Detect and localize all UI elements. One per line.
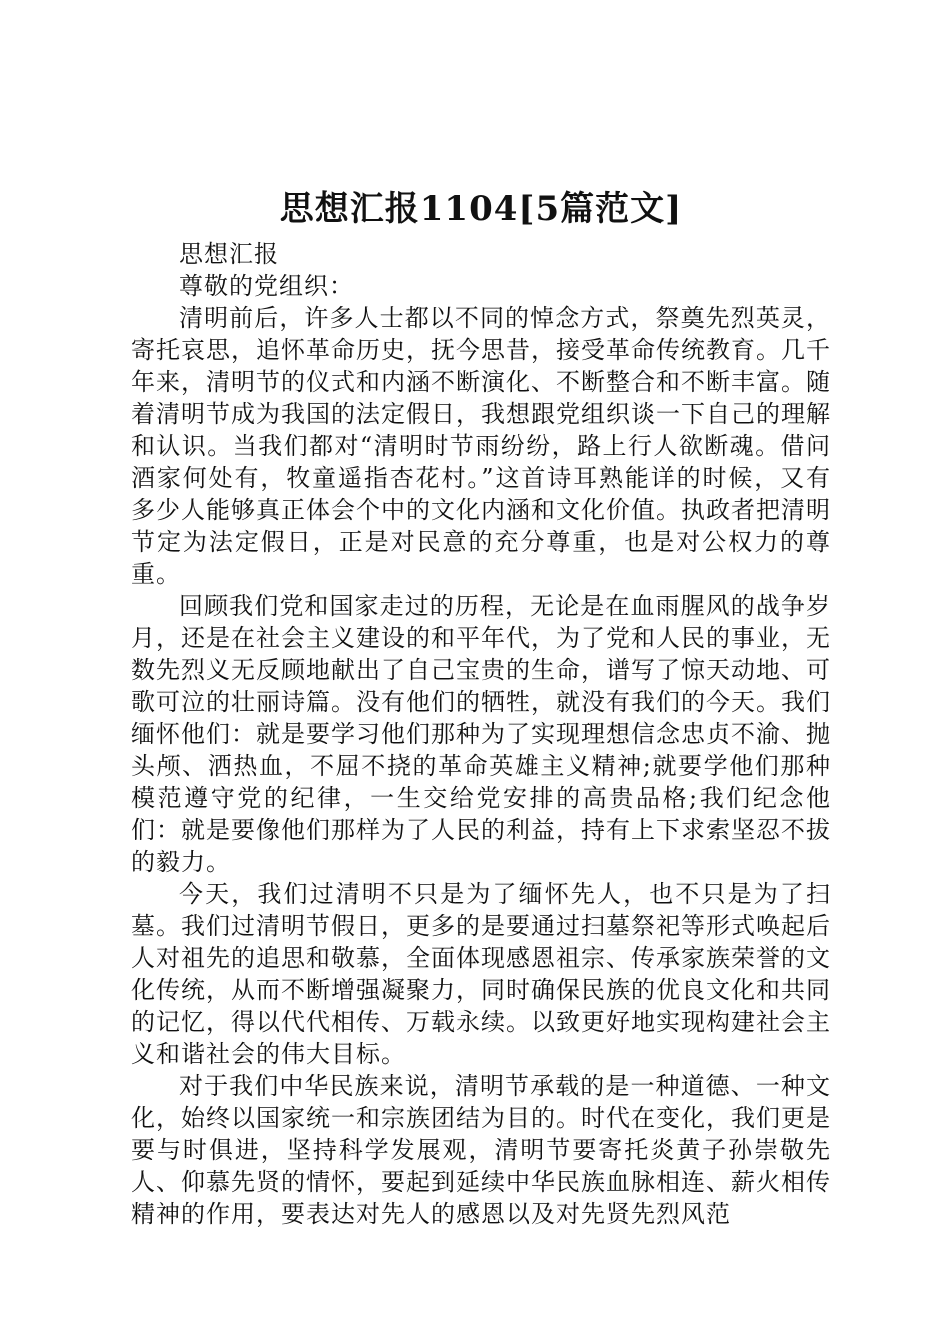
section-heading: 思想汇报 (179, 240, 279, 268)
document-title: 思想汇报1104[5篇范文] (279, 189, 683, 229)
paragraph-today: 今天，我们过清明不只是为了缅怀先人，也不只是为了扫墓。我们过清明节假日，更多的是要通过扫墓祭祀等形式唤起后人对祖先的追思和敬慕，全面体现感恩祖宗、传承家族荣誉的文化传统，从而不断增强凝聚力，同时确保民族的优良文化和共同的记忆，得以代代相传、万载永续。以致更好地实现构建社会主义和谐社会的伟大目标。 (131, 880, 831, 1068)
paragraph-nation-culture: 对于我们中华民族来说，清明节承载的是一种道德、一种文化，始终以国家统一和宗族团结为目的。时代在变化，我们更是要与时俱进，坚持科学发展观，清明节要寄托炎黄子孙崇敬先人、仰慕先贤的情怀，要起到延续中华民族血脉相连、薪火相传精神的作用，要表达对先人的感恩以及对先贤先烈风范 (131, 1072, 831, 1228)
paragraph-history-review: 回顾我们党和国家走过的历程，无论是在血雨腥风的战争岁月，还是在社会主义建设的和平年代，为了党和人民的事业，无数先烈义无反顾地献出了自己宝贵的生命，谱写了惊天动地、可歌可泣的壮丽诗篇。没有他们的牺牲，就没有我们的今天。我们缅怀他们：就是要学习他们那种为了实现理想信念忠贞不渝、抛头颅、洒热血，不屈不挠的革命英雄主义精神;就要学他们那种模范遵守党的纪律，一生交给党安排的高贵品格;我们纪念他们：就是要像他们那样为了人民的利益，持有上下求索坚忍不拔的毅力。 (131, 592, 831, 876)
paragraph-qingming-intro: 清明前后，许多人士都以不同的悼念方式，祭奠先烈英灵，寄托哀思，追怀革命历史，抚今思昔，接受革命传统教育。几千年来，清明节的仪式和内涵不断演化、不断整合和不断丰富。随着清明节成为我国的法定假日，我想跟党组织谈一下自己的理解和认识。当我们都对“清明时节雨纷纷，路上行人欲断魂。借问酒家何处有，牧童遥指杏花村。”这首诗耳熟能详的时候，又有多少人能够真正体会个中的文化内涵和文化价值。执政者把清明节定为法定假日，正是对民意的充分尊重，也是对公权力的尊重。 (131, 304, 831, 588)
salutation: 尊敬的党组织： (179, 272, 354, 300)
document-body (131, 186, 831, 1230)
